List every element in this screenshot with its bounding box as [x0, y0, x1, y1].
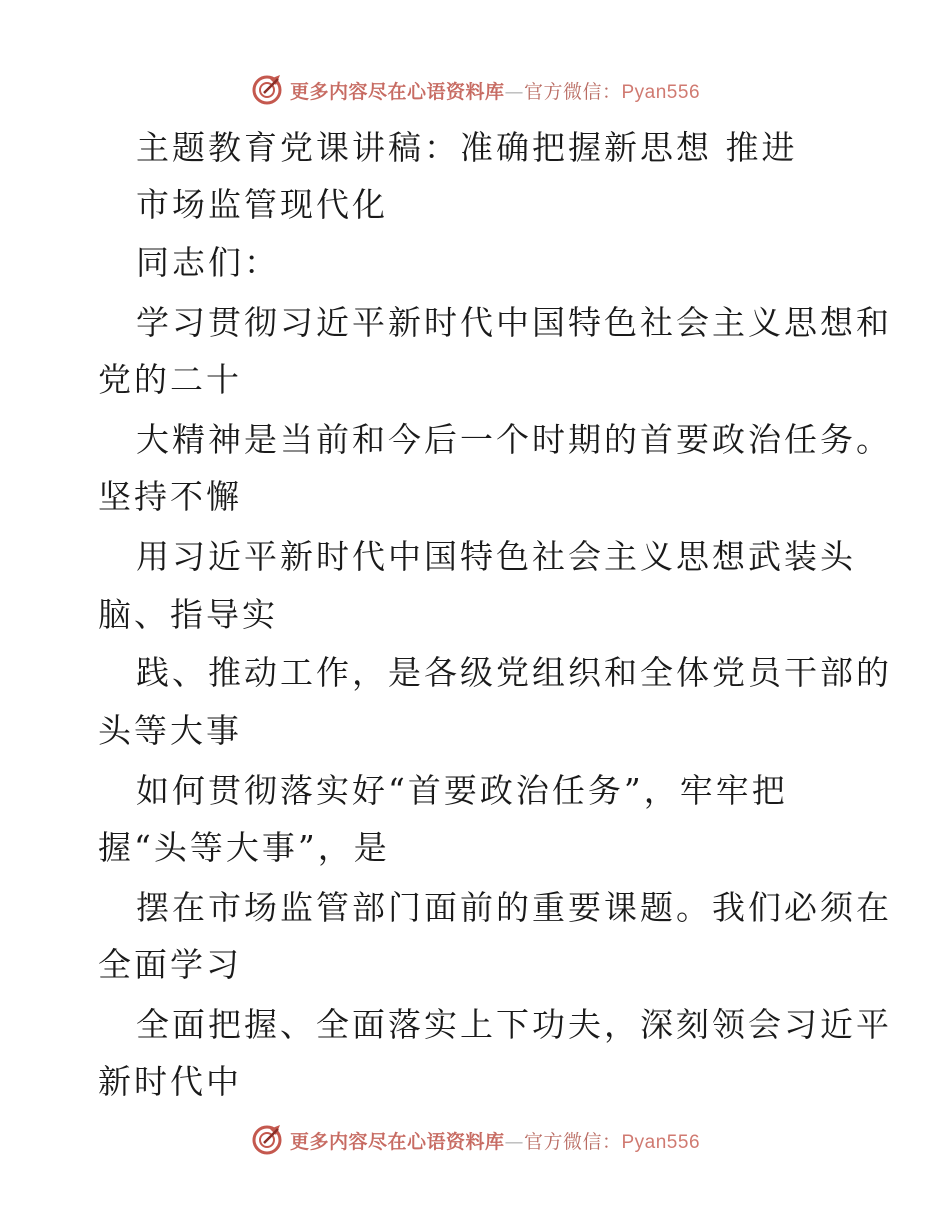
doc-title-line-2: 市场监管现代化 — [136, 185, 388, 224]
paragraph-line: 坚持不懈 — [98, 477, 242, 516]
paragraph-line: 学习贯彻习近平新时代中国特色社会主义思想和 — [136, 303, 892, 342]
watermark-wechat-label: 官方微信： — [523, 1130, 622, 1153]
watermark-wechat-label: 官方微信： — [523, 80, 622, 103]
watermark-text — [290, 1127, 700, 1154]
paragraph-line: 脑、指导实 — [98, 595, 278, 634]
watermark-dash: — — [504, 1130, 524, 1153]
paragraph-line: 全面把握、全面落实上下功夫，深刻领会习近平 — [136, 1005, 892, 1044]
paragraph-line: 握“头等大事”，是 — [98, 828, 390, 867]
paragraph-line: 新时代中 — [98, 1062, 242, 1101]
doc-title-line-1: 主题教育党课讲稿：准确把握新思想 推进 — [136, 128, 798, 167]
pen-logo-icon — [250, 1123, 284, 1157]
salutation: 同志们： — [136, 243, 280, 282]
watermark-text — [290, 77, 700, 104]
footer-watermark — [0, 1120, 950, 1160]
watermark-name: 更多内容尽在心语资料库 — [289, 80, 505, 103]
paragraph-line: 践、推动工作，是各级党组织和全体党员干部的 — [136, 653, 892, 692]
watermark-wechat-id: Pyan556 — [621, 81, 701, 103]
header-watermark — [0, 70, 950, 110]
paragraph-line: 用习近平新时代中国特色社会主义思想武装头 — [136, 537, 856, 576]
paragraph-line: 如何贯彻落实好“首要政治任务”，牢牢把 — [136, 771, 788, 810]
paragraph-line: 大精神是当前和今后一个时期的首要政治任务。 — [136, 420, 892, 459]
pen-logo-icon — [250, 73, 284, 107]
paragraph-line: 全面学习 — [98, 945, 242, 984]
watermark-name: 更多内容尽在心语资料库 — [289, 1130, 505, 1153]
paragraph-line: 党的二十 — [98, 360, 242, 399]
paragraph-line: 头等大事 — [98, 711, 242, 750]
watermark-wechat-id: Pyan556 — [621, 1131, 701, 1153]
paragraph-line: 摆在市场监管部门面前的重要课题。我们必须在 — [136, 888, 892, 927]
watermark-dash: — — [504, 80, 524, 103]
